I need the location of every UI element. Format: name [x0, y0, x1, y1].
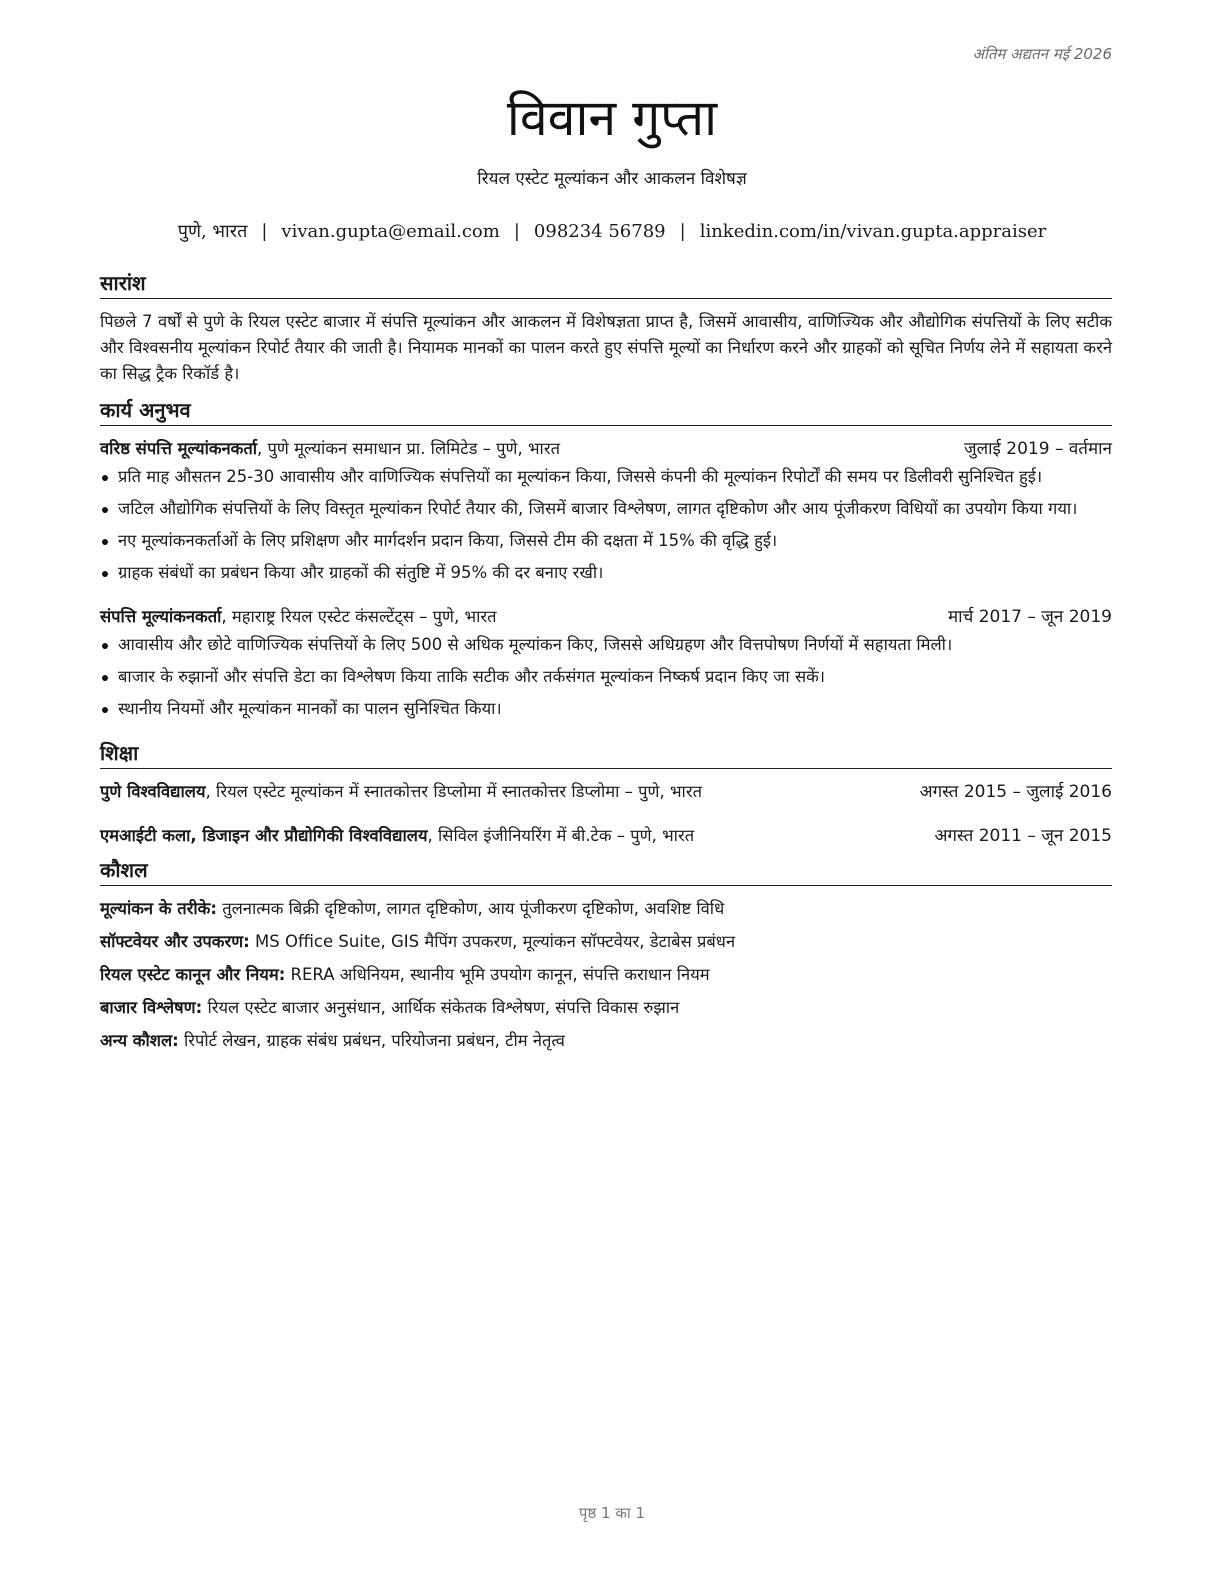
skill-label: रियल एस्टेट कानून और नियम: — [100, 965, 286, 984]
education-line — [100, 779, 702, 805]
education-school: एमआईटी कला, डिजाइन और प्रौद्योगिकी विश्वविद्यालय — [100, 826, 428, 845]
job-bullets — [100, 464, 1112, 586]
job-header — [100, 604, 1112, 630]
section-heading-skills: कौशल — [100, 857, 1112, 886]
education-entry — [100, 823, 1112, 849]
contact-email[interactable]: vivan.gupta@email.com — [281, 221, 500, 242]
contact-linkedin[interactable]: linkedin.com/in/vivan.gupta.appraiser — [699, 221, 1047, 242]
skill-row — [100, 995, 1112, 1021]
job-entry — [100, 604, 1112, 722]
skill-label: मूल्यांकन के तरीके: — [100, 899, 217, 918]
job-role: संपत्ति मूल्यांकनकर्ता — [100, 607, 222, 626]
contact-separator: | — [679, 221, 686, 242]
education-detail: , सिविल इंजीनियरिंग में बी.टेक – पुणे, भारत — [427, 826, 695, 845]
skill-label: अन्य कौशल: — [100, 1031, 179, 1050]
education-dates: अगस्त 2015 – जुलाई 2016 — [919, 782, 1112, 802]
skill-value: RERA अधिनियम, स्थानीय भूमि उपयोग कानून, संपत्ति कराधान नियम — [285, 965, 710, 984]
job-role: वरिष्ठ संपत्ति मूल्यांकनकर्ता — [100, 439, 258, 458]
job-title-line — [100, 604, 497, 630]
job-bullet: ग्राहक संबंधों का प्रबंधन किया और ग्राहकों की संतुष्टि में 95% की दर बनाए रखी। — [118, 560, 1112, 586]
job-bullet: बाजार के रुझानों और संपत्ति डेटा का विश्लेषण किया ताकि सटीक और तर्कसंगत मूल्यांकन निष्कर्ष प्रदान किए जा सकें। — [118, 664, 1112, 690]
contact-separator: | — [261, 221, 268, 242]
contact-line — [0, 219, 1224, 243]
job-bullets — [100, 632, 1112, 722]
education-line — [100, 823, 694, 849]
last-updated: अंतिम अद्यतन मई 2026 — [972, 45, 1112, 63]
job-org: , महाराष्ट्र रियल एस्टेट कंसल्टेंट्स – पुणे, भारत — [221, 607, 497, 626]
section-heading-education: शिक्षा — [100, 740, 1112, 769]
candidate-title: रियल एस्टेट मूल्यांकन और आकलन विशेषज्ञ — [477, 169, 747, 189]
contact-phone[interactable]: 098234 56789 — [533, 221, 666, 242]
section-heading-summary: सारांश — [100, 270, 1112, 299]
education-entry — [100, 779, 1112, 805]
job-bullet: स्थानीय नियमों और मूल्यांकन मानकों का पालन सुनिश्चित किया। — [118, 696, 1112, 722]
skill-value: रिपोर्ट लेखन, ग्राहक संबंध प्रबंधन, परियोजना प्रबंधन, टीम नेतृत्व — [178, 1031, 565, 1050]
candidate-name: विवान गुप्ता — [506, 89, 718, 147]
skill-label: सॉफ्टवेयर और उपकरण: — [100, 932, 250, 951]
job-entry — [100, 436, 1112, 586]
education-dates: अगस्त 2011 – जून 2015 — [934, 826, 1112, 846]
job-header — [100, 436, 1112, 462]
job-bullet: नए मूल्यांकनकर्ताओं के लिए प्रशिक्षण और मार्गदर्शन प्रदान किया, जिससे टीम की दक्षता में 15% की वृद्धि हुई। — [118, 528, 1112, 554]
job-dates: जुलाई 2019 – वर्तमान — [963, 439, 1112, 459]
skill-row — [100, 929, 1112, 955]
skill-value: तुलनात्मक बिक्री दृष्टिकोण, लागत दृष्टिकोण, आय पूंजीकरण दृष्टिकोण, अवशिष्ट विधि — [216, 899, 725, 918]
education-school: पुणे विश्वविद्यालय — [100, 782, 206, 801]
education-detail: , रियल एस्टेट मूल्यांकन में स्नातकोत्तर डिप्लोमा में स्नातकोत्तर डिप्लोमा – पुणे, भारत — [205, 782, 702, 801]
job-bullet: जटिल औद्योगिक संपत्तियों के लिए विस्तृत मूल्यांकन रिपोर्ट तैयार की, जिसमें बाजार विश्लेषण, लागत दृष्टिकोण और आय पूंजीकरण विधियों का उपयोग किया गया। — [118, 496, 1112, 522]
job-bullet: आवासीय और छोटे वाणिज्यिक संपत्तियों के लिए 500 से अधिक मूल्यांकन किए, जिससे अधिग्रहण और वित्तपोषण निर्णयों में सहायता मिली। — [118, 632, 1112, 658]
skill-row — [100, 896, 1112, 922]
job-title-line — [100, 436, 560, 462]
job-dates: मार्च 2017 – जून 2019 — [947, 607, 1112, 627]
skill-label: बाजार विश्लेषण: — [100, 998, 203, 1017]
resume-content — [100, 270, 1112, 1061]
skill-value: MS Office Suite, GIS मैपिंग उपकरण, मूल्यांकन सॉफ्टवेयर, डेटाबेस प्रबंधन — [249, 932, 736, 951]
summary-text: पिछले 7 वर्षों से पुणे के रियल एस्टेट बाजार में संपत्ति मूल्यांकन और आकलन में विशेषज्ञता प्राप्त है, जिसमें आवासीय, वाणिज्यिक और औद्योगिक संपत्तियों के लिए सटीक और विश्वसनीय मूल्यांकन रिपोर्ट तैयार की जाती है। नियामक मानकों का पालन करते हुए संपत्ति मूल्यों का निर्धारण करने और ग्राहकों को सूचित निर्णय लेने में सहायता करने का सिद्ध ट्रैक रिकॉर्ड है। — [100, 312, 1112, 383]
page-number: पृष्ठ 1 का 1 — [578, 1504, 646, 1522]
job-org: , पुणे मूल्यांकन समाधान प्रा. लिमिटेड – पुणे, भारत — [257, 439, 560, 458]
skill-value: रियल एस्टेट बाजार अनुसंधान, आर्थिक संकेतक विश्लेषण, संपत्ति विकास रुझान — [202, 998, 680, 1017]
section-heading-experience: कार्य अनुभव — [100, 397, 1112, 426]
skill-row — [100, 1028, 1112, 1054]
skill-row — [100, 962, 1112, 988]
contact-location: पुणे, भारत — [177, 221, 248, 242]
job-bullet: प्रति माह औसतन 25-30 आवासीय और वाणिज्यिक संपत्तियों का मूल्यांकन किया, जिससे कंपनी की मूल्यांकन रिपोर्टों की समय पर डिलीवरी सुनिश्चित हुई। — [118, 464, 1112, 490]
contact-separator: | — [513, 221, 520, 242]
